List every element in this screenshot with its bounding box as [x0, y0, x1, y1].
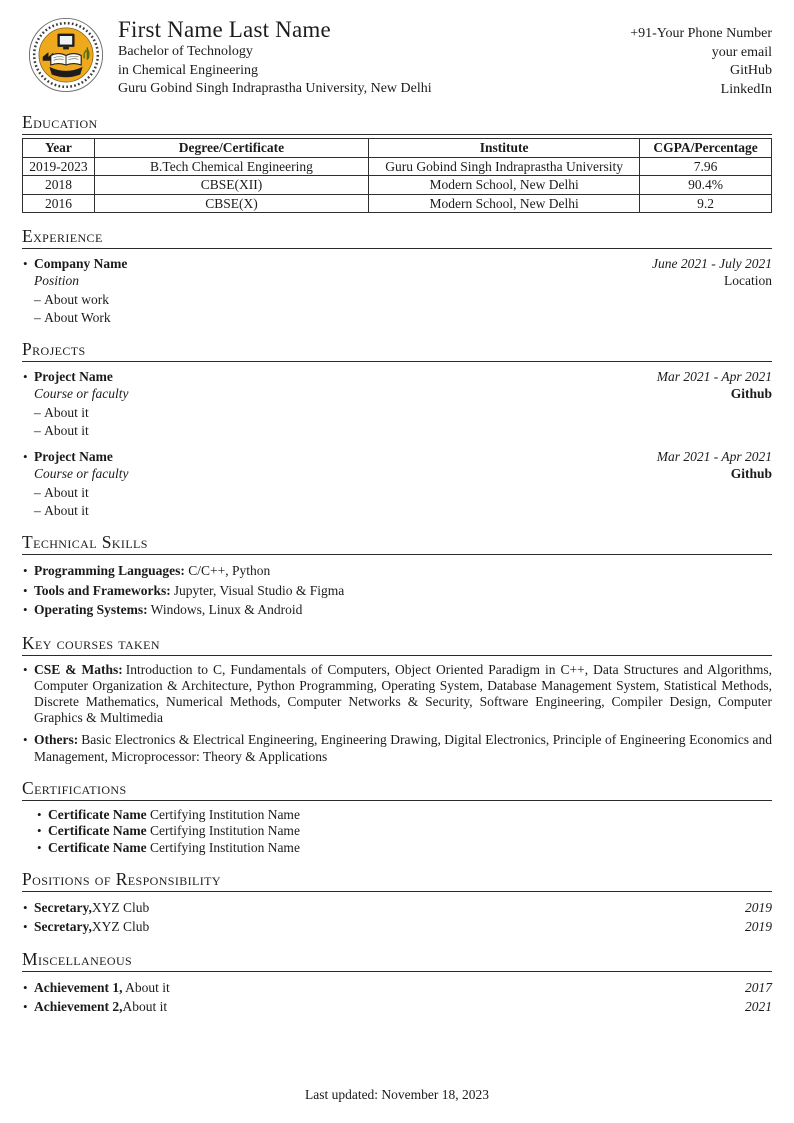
position-row [22, 898, 772, 917]
section-education [22, 112, 772, 213]
experience-dates: June 2021 - July 2021 [652, 256, 772, 271]
contact-block [630, 16, 772, 99]
skill-value: Windows, Linux & Android [150, 602, 303, 617]
university-seal-icon [28, 17, 104, 93]
col-header-year: Year [23, 139, 95, 158]
cell-institute: Modern School, New Delhi [369, 194, 640, 213]
github-link[interactable]: Github [730, 466, 772, 481]
key-courses-title: Key courses taken [22, 633, 772, 656]
university-logo [28, 17, 104, 93]
course-group-value: Introduction to C, Fundamentals of Computers, Object Oriented Paradigm in C++, Data Structures and Algorithms, Computer Organization & Architecture, Python Programming, Operating System, Database Management System, Statistical Methods, Discrete Mathematics, Numerical Methods, Computer Networks & Security, Software Engineering, Compiler Design, Computer Graphics & Multimedia [34, 661, 772, 726]
project-points [22, 404, 772, 439]
skill-row [22, 600, 772, 620]
skill-row [22, 561, 772, 581]
certificate-name: Certificate Name [48, 806, 147, 822]
experience-sub-row [22, 272, 772, 289]
certificate-issuer: Certifying Institution Name [146, 806, 300, 822]
achievement-text [34, 978, 170, 997]
certificate-name: Certificate Name [48, 823, 147, 839]
certificate-row [36, 840, 772, 857]
project-dates: Mar 2021 - Apr 2021 [656, 449, 772, 464]
positions-title: Positions of Responsibility [22, 869, 772, 892]
course-group [22, 732, 772, 764]
table-row [23, 176, 772, 195]
course-label: Course or faculty [34, 386, 129, 401]
cell-year: 2018 [23, 176, 95, 195]
project-sub-row [22, 385, 772, 402]
certificate-row [36, 823, 772, 840]
position-role: Secretary, [34, 919, 92, 935]
achievement-row [22, 997, 772, 1016]
skill-label: Operating Systems: [34, 602, 148, 617]
course-group [22, 662, 772, 727]
phone-number: +91-Your Phone Number [630, 26, 772, 41]
skill-label: Tools and Frameworks: [34, 582, 171, 598]
github-link[interactable]: Github [730, 386, 772, 401]
project-dates: Mar 2021 - Apr 2021 [656, 369, 772, 384]
cell-score: 90.4% [640, 176, 772, 195]
last-updated-note: Last updated: November 18, 2023 [304, 1087, 490, 1102]
cell-year: 2019-2023 [23, 157, 95, 176]
position-row [22, 917, 772, 936]
table-row [23, 157, 772, 176]
col-header-cgpa: CGPA/Percentage [640, 139, 772, 158]
skill-row [22, 581, 772, 601]
project-name: • Project Name [34, 369, 113, 384]
col-header-institute: Institute [369, 139, 640, 158]
position-org: XYZ Club [91, 900, 150, 916]
position-year: 2019 [745, 919, 772, 935]
col-header-degree: Degree/Certificate [94, 139, 368, 158]
position-text [34, 898, 149, 917]
linkedin-link[interactable]: LinkedIn [720, 81, 772, 97]
page-title: First Name Last Name [118, 17, 331, 42]
section-miscellaneous [22, 949, 772, 1016]
experience-points [22, 291, 772, 326]
achievement-year: 2017 [745, 980, 772, 996]
project-head-row [22, 368, 772, 385]
cell-degree: CBSE(XII) [94, 176, 368, 195]
course-group-label: CSE & Maths: [34, 661, 123, 677]
experience-head-row [22, 255, 772, 272]
position-role: Secretary, [34, 900, 92, 916]
achievement-name: Achievement 1, [34, 980, 123, 996]
section-technical-skills [22, 532, 772, 620]
course-group-value: Basic Electronics & Electrical Engineering, Engineering Drawing, Digital Electronics, Principle of Engineering Economics and Management, Microprocessor: Theory & Applications [34, 732, 772, 764]
cell-score: 9.2 [640, 194, 772, 213]
education-title: Education [22, 112, 772, 135]
github-link[interactable]: GitHub [730, 63, 772, 78]
project-head-row [22, 448, 772, 465]
achievement-row [22, 978, 772, 997]
experience-entry [22, 255, 772, 326]
cell-degree: CBSE(X) [94, 194, 368, 213]
certificate-name: Certificate Name [48, 839, 147, 855]
university-line: Guru Gobind Singh Indraprastha University, New Delhi [118, 81, 432, 96]
section-key-courses [22, 633, 772, 765]
project-entry [22, 448, 772, 519]
certificate-issuer: Certifying Institution Name [146, 839, 300, 855]
section-positions [22, 869, 772, 936]
header-identity [118, 16, 432, 99]
project-name: • Project Name [34, 449, 113, 464]
certifications-title: Certifications [22, 778, 772, 801]
header [22, 16, 772, 99]
project-points [22, 484, 772, 519]
list-item: – About it [34, 484, 772, 502]
certificate-row [36, 807, 772, 824]
skill-value: C/C++, Python [184, 563, 271, 578]
achievement-detail: About it [122, 999, 168, 1015]
position-label: Position [34, 273, 80, 288]
list-item: – About it [34, 404, 772, 422]
list-item: – About work [34, 291, 772, 309]
section-experience [22, 226, 772, 326]
company-name: • Company Name [34, 256, 128, 271]
skill-label: Programming Languages: [34, 563, 185, 578]
degree-line-1: Bachelor of Technology [118, 44, 253, 59]
table-row [23, 194, 772, 213]
cell-degree: B.Tech Chemical Engineering [94, 157, 368, 176]
achievement-detail: About it [122, 980, 170, 996]
certificate-issuer: Certifying Institution Name [146, 823, 300, 839]
cell-institute: Modern School, New Delhi [369, 176, 640, 195]
position-year: 2019 [745, 900, 772, 916]
course-group-label: Others: [34, 732, 79, 748]
location-label: Location [724, 273, 772, 288]
cell-institute: Guru Gobind Singh Indraprastha University [369, 157, 640, 176]
list-item: – About it [34, 502, 772, 520]
achievement-year: 2021 [745, 999, 772, 1015]
email-link[interactable]: your email [711, 44, 772, 60]
technical-skills-title: Technical Skills [22, 532, 772, 555]
cell-score: 7.96 [640, 157, 772, 176]
course-label: Course or faculty [34, 466, 129, 481]
list-item: – About it [34, 422, 772, 440]
degree-line-2: in Chemical Engineering [118, 62, 258, 78]
section-projects [22, 339, 772, 519]
position-text [34, 917, 149, 936]
section-certifications [22, 778, 772, 857]
position-org: XYZ Club [91, 919, 150, 935]
miscellaneous-title: Miscellaneous [22, 949, 772, 972]
experience-title: Experience [22, 226, 772, 249]
list-item: – About Work [34, 309, 772, 327]
project-sub-row [22, 465, 772, 482]
project-entry [22, 368, 772, 439]
education-header-row [23, 139, 772, 158]
education-table [22, 138, 772, 213]
achievement-text [34, 997, 167, 1016]
cell-year: 2016 [23, 194, 95, 213]
skill-value: Jupyter, Visual Studio & Figma [173, 582, 345, 598]
projects-title: Projects [22, 339, 772, 362]
achievement-name: Achievement 2, [34, 999, 123, 1015]
